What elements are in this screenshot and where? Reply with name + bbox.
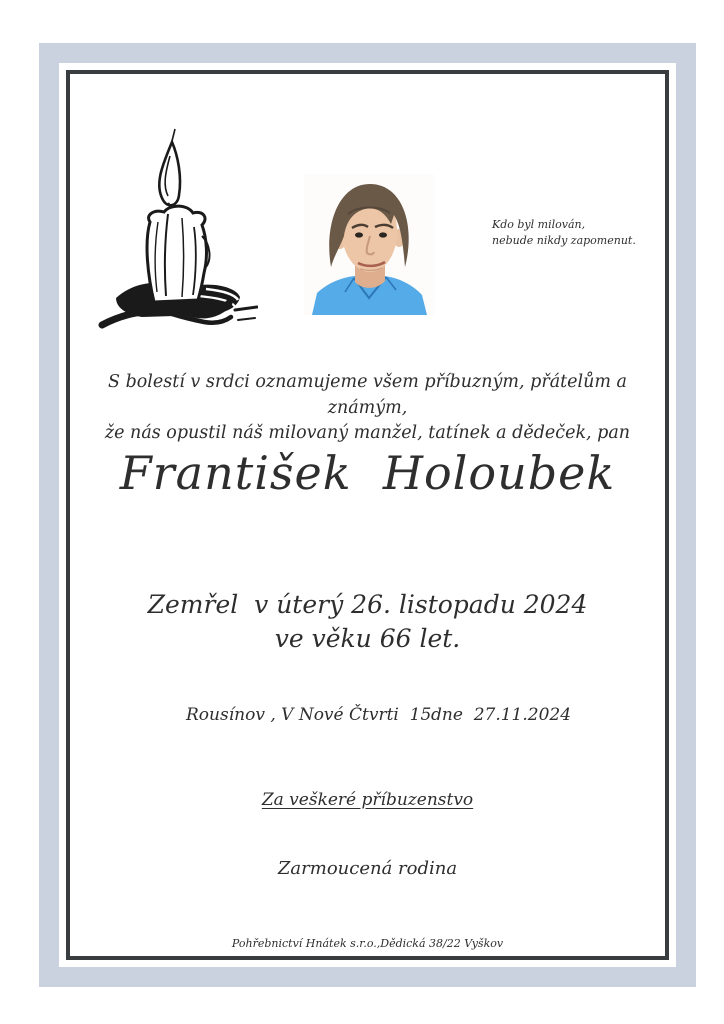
announcement-line-2: že nás opustil náš milovaný manžel, tatínek a dědeček, pan <box>104 423 631 443</box>
quote-line-1: Kdo byl milován, <box>492 218 586 231</box>
dedication-text: Za veškeré příbuzenstvo <box>261 790 474 810</box>
dedication-line <box>70 790 665 810</box>
announcement-text <box>70 370 665 447</box>
death-date-line: Zemřel v úterý 26. listopadu 2024 <box>147 590 588 619</box>
issue-date: dne 27.11.2024 <box>431 705 572 725</box>
remembrance-quote <box>492 217 652 249</box>
place-date-row <box>70 705 665 729</box>
deceased-name: František Holoubek <box>119 446 616 500</box>
candle-icon <box>88 126 258 331</box>
funeral-home-footer: Pohřebnictví Hnátek s.r.o.,Dědická 38/22 Vyškov <box>231 937 504 950</box>
portrait-photo <box>304 174 434 315</box>
announcement-line-1: S bolestí v srdci oznamujeme všem příbuzným, přátelům a známým, <box>108 372 633 418</box>
notice-content <box>70 74 665 956</box>
death-age-line: ve věku 66 let. <box>274 624 461 653</box>
death-info <box>70 588 665 656</box>
family-signature: Zarmoucená rodina <box>277 858 458 879</box>
place-address: Rousínov , V Nové Čtvrti 15 <box>186 705 432 725</box>
quote-line-2: nebude nikdy zapomenut. <box>492 234 636 247</box>
